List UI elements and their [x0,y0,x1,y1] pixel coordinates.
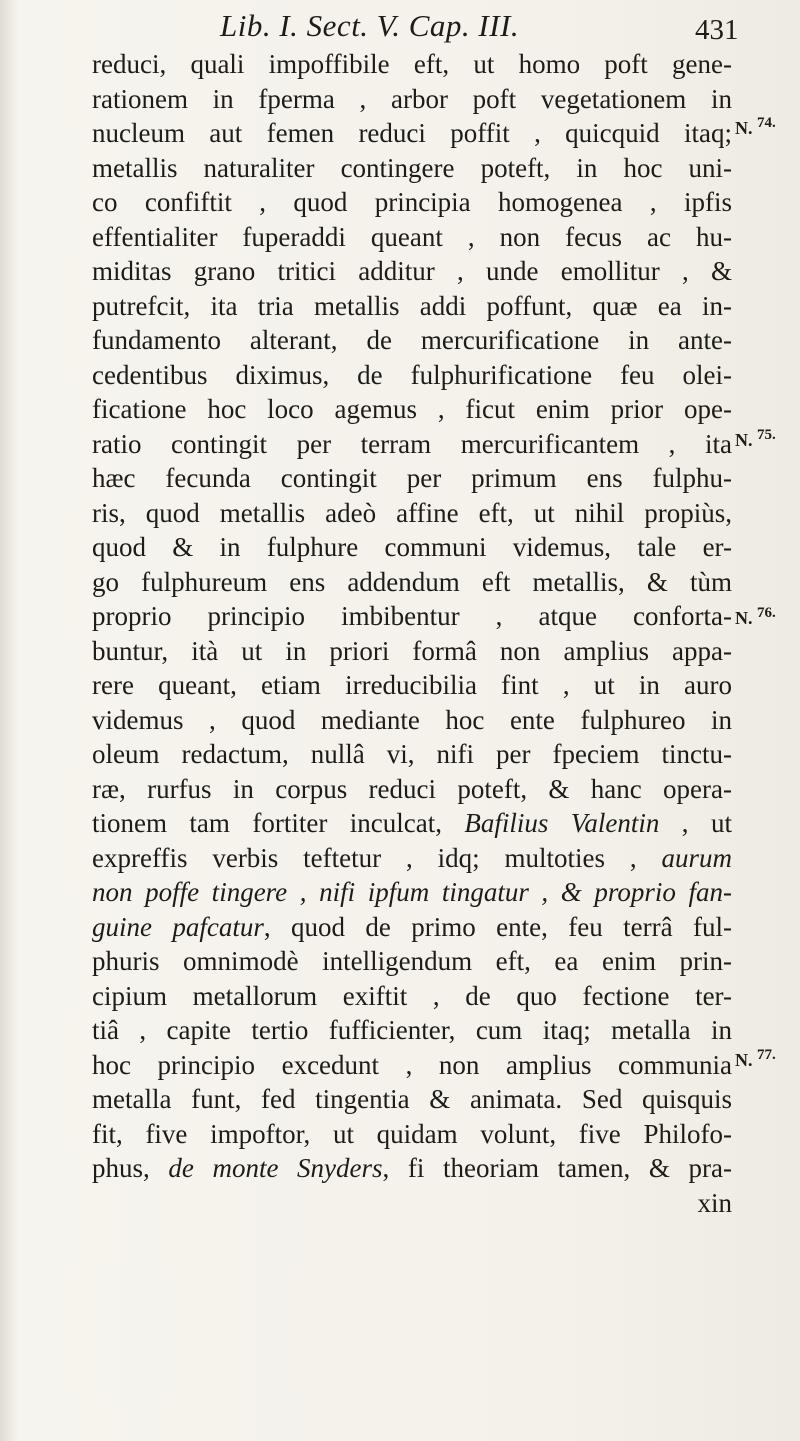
text-line: tionem tam fortiter inculcat, Bafilius Valentin , ut [92,808,732,838]
text-line: rere queant, etiam irreducibilia fint , ut in auro [92,670,732,700]
text-line: phus, de monte Snyders, fi theoriam tamen, & pra- [92,1153,732,1183]
text-line: metallis naturaliter contingere poteft, in hoc uni- [92,152,732,183]
text-line: ris, quod metallis adeò affine eft, ut nihil propiùs, [92,497,732,528]
text-line: rationem in fperma , arbor poft vegetationem in [92,83,732,114]
text-line: co confiftit , quod principia homogenea , ipfis [92,187,732,217]
text-line: reduci, quali impoffibile eft, ut homo poft gene- [92,49,732,79]
page-number: 431 [695,14,739,46]
text-line: go fulphureum ens addendum eft metallis, & tùm [92,566,732,597]
margin-note: N. $^{75.}$ [735,427,776,450]
catchword: xin [697,1187,732,1218]
margin-note: N. $^{74.}$ [735,115,776,138]
italic-quote: aurum [661,842,732,873]
italic-name: Bafilius Valentin [464,808,660,838]
gutter-shadow [0,0,18,1441]
text-line: hoc principio excedunt , non amplius communia [92,1049,732,1080]
text-line: ficatione hoc loco agemus , ficut enim prior ope- [92,394,732,424]
text-line: hæc fecunda contingit per primum ens fulphu- [92,463,732,493]
text-line: oleum redactum, nullâ vi, nifi per fpeciem tinctu- [92,739,732,769]
text-line: metalla funt, fed tingentia & animata. Sed quisquis [92,1084,732,1114]
text-line: ræ, rurfus in corpus reduci poteft, & hanc opera- [92,773,732,804]
running-head: Lib. I. Sect. V. Cap. III. [220,8,520,43]
text-line: nucleum aut femen reduci poffit , quicquid itaq; [92,118,732,148]
text-line: cipium metallorum exiftit , de quo fectione ter- [92,980,732,1011]
text-line: buntur, ità ut in priori formâ non amplius appa- [92,635,732,666]
body-text [92,47,732,1220]
text-line: videmus , quod mediante hoc ente fulphureo in [92,704,732,735]
italic-quote: guine pafcatur [92,911,264,942]
text-line: effentialiter fuperaddi queant , non fecus ac hu- [92,221,732,252]
text-line: phuris omnimodè intelligendum eft, ea enim prin- [92,946,732,976]
text-line: expreffis verbis teftetur , idq; multoties , aurum [92,842,732,873]
text-line: guine pafcatur, quod de primo ente, feu terrâ ful- [92,911,732,942]
text-line: cedentibus diximus, de fulphurificatione feu olei- [92,359,732,390]
text-line [92,875,732,910]
italic-quote: non poffe tingere , nifi ipfum tingatur , & proprio fan- [92,877,732,907]
text-line: tiâ , capite tertio fufficienter, cum itaq; metalla in [92,1015,732,1045]
italic-name: de monte Snyders [168,1153,383,1183]
text-line: miditas grano tritici additur , unde emollitur , & [92,256,732,286]
text-line: ratio contingit per terram mercurificantem , ita [92,428,732,459]
text-line: quod & in fulphure communi videmus, tale er- [92,532,732,562]
text-line: fundamento alterant, de mercurificatione in ante- [92,325,732,355]
margin-note: N. $^{76.}$ [735,605,776,628]
text-line: proprio principio imbibentur , atque conforta- [92,601,732,631]
margin-note: N. $^{77.}$ [735,1047,776,1070]
text-line: putrefcit, ita tria metallis addi poffunt, quæ ea in- [92,290,732,321]
text-line: fit, five impoftor, ut quidam volunt, five Philofo- [92,1118,732,1149]
